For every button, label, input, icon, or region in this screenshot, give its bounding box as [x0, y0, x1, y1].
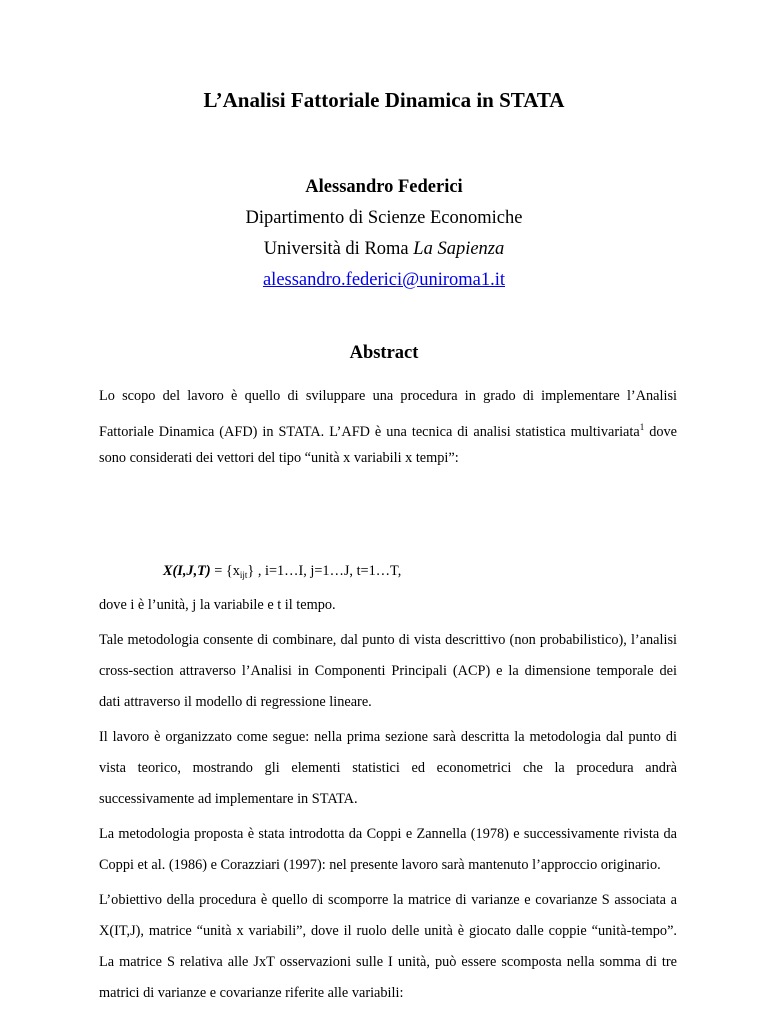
paragraph-5-line-2: Coppi et al. (1986) e Corazziari (1997): nel presente lavoro sarà mantenuto l’approccio originario. [99, 857, 661, 873]
author-name: Alessandro Federici [305, 177, 463, 197]
paragraph-6-line-1: L’obiettivo della procedura è quello di scomporre la matrice di varianze e covarianze S associata a [99, 892, 677, 908]
paragraph-4-line-2: vista teorico, mostrando gli elementi statistici ed econometrici che la procedura andrà [99, 760, 677, 776]
paragraph-3-line-3: dati attraverso il modello di regressione lineare. [99, 694, 372, 710]
university [0, 239, 768, 260]
paragraph-2: dove i è l’unità, j la variabile e t il tempo. [99, 597, 336, 613]
formula-tail: } , i=1…I, j=1…J, t=1…T, [247, 563, 402, 579]
paragraph-6-line-3: La matrice S relativa alle JxT osservazioni sulle I unità, può essere scomposta nella somma di tre [99, 954, 677, 970]
paper-title: L’Analisi Fattoriale Dinamica in STATA [203, 88, 565, 112]
paragraph-1-line-1: Lo scopo del lavoro è quello di sviluppare una procedura in grado di implementare l’Analisi [99, 388, 677, 404]
department: Dipartimento di Scienze Economiche [245, 208, 523, 228]
paragraph-6-line-2: X(IT,J), matrice “unità x variabili”, dove il ruolo delle unità è giocato dalle coppie “unità-tempo”. [99, 923, 677, 939]
formula-subscript: ijt [239, 570, 248, 580]
abstract-heading: Abstract [349, 343, 419, 363]
paragraph-4-line-1: Il lavoro è organizzato come segue: nella prima sezione sarà descritta la metodologia dal punto di [99, 729, 677, 745]
paragraph-5-line-1: La metodologia proposta è stata introdotta da Coppi e Zannella (1978) e successivamente rivista da [99, 826, 677, 842]
paragraph-3-line-2: cross-section attraverso l’Analisi in Componenti Principali (ACP) e la dimensione temporale dei [99, 663, 677, 679]
paragraph-1-line-2-text: Fattoriale Dinamica (AFD) in STATA. L’AFD è una tecnica di analisi statistica multivariata [99, 424, 640, 440]
paragraph-1-line-3: sono considerati dei vettori del tipo “unità x variabili x tempi”: [99, 450, 459, 466]
formula-data-array [163, 563, 401, 580]
university-italic: La Sapienza [413, 239, 505, 259]
formula-lhs: X(I,J,T) [163, 563, 211, 579]
formula-eq: = {x [210, 563, 240, 579]
paragraph-1-line-2-end: dove [644, 424, 677, 440]
university-prefix: Università di Roma [263, 239, 414, 259]
paragraph-4-line-3: successivamente ad implementare in STATA. [99, 791, 358, 807]
paragraph-3-line-1: Tale metodologia consente di combinare, dal punto di vista descrittivo (non probabilistico), l’analisi [99, 632, 677, 648]
footnote-reference[interactable]: 1 [639, 422, 645, 432]
email-link[interactable]: alessandro.federici@uniroma1.it [262, 270, 506, 290]
paragraph-6-line-4: matrici di varianze e covarianze riferite alle variabili: [99, 985, 404, 1001]
